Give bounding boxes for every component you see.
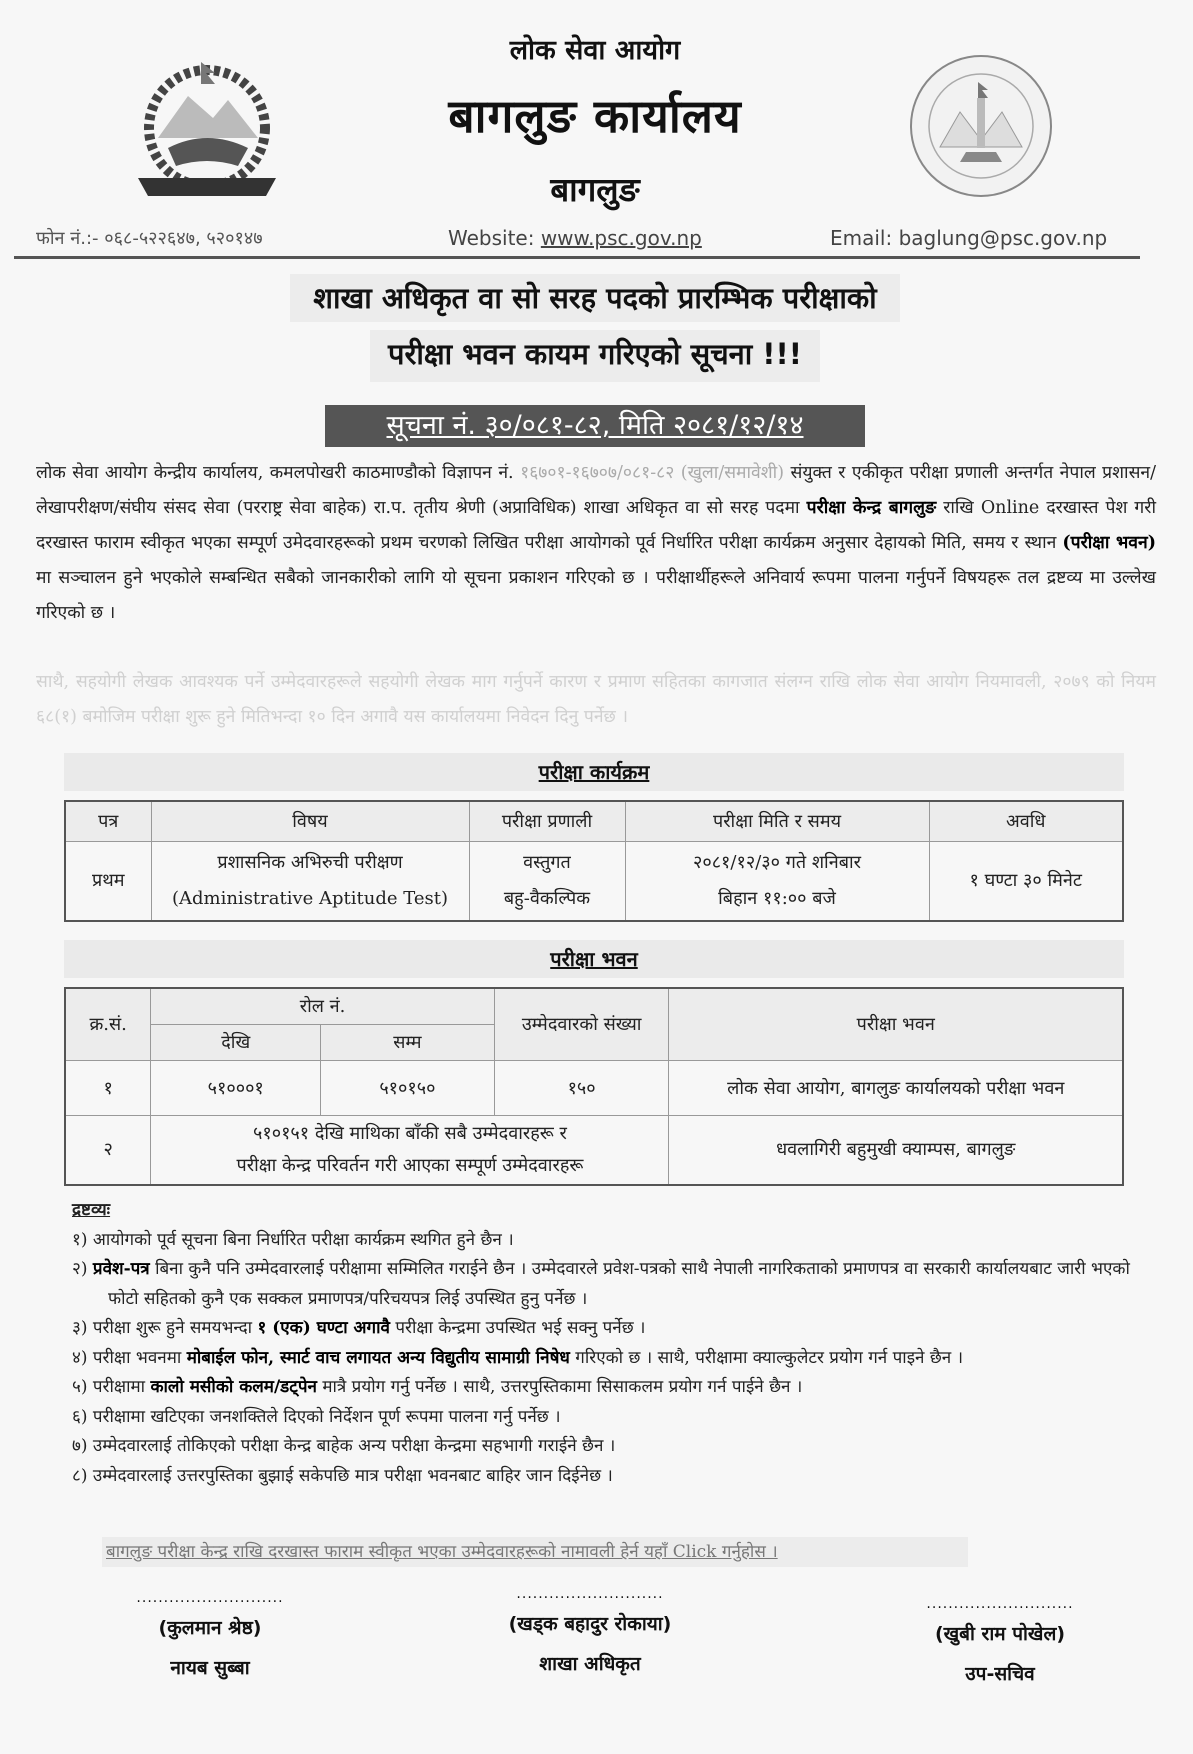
phone-number: फोन नं.:- ०६८-५२२६४७, ५२०१४७ (36, 228, 263, 249)
para-text: संयुक्त र एकीकृत परीक्षा प्रणाली अन्तर्गत नेपाल प्रशासन/लेखापरीक्षण/संघीय संसद सेवा (परराष्ट्र सेवा बाहेक) रा.प. तृतीय श्रेणी (अप्राविधिक) शाखा अधिकृत वा सो सरह पदमा (36, 463, 1157, 518)
signatory-role: उप-सचिव (965, 1663, 1035, 1685)
col-to: सम्म (321, 1024, 495, 1060)
note-text: ५) परीक्षामा (72, 1377, 151, 1397)
signatory-name: (खड्क बहादुर रोकाया) (508, 1613, 672, 1635)
office-location: बागलुङ (550, 170, 640, 209)
para-bold-exam-center: परीक्षा केन्द्र बागलुङ (806, 498, 937, 518)
col-subject: विषय (151, 801, 469, 841)
note-text: २) (72, 1259, 93, 1279)
note-item (72, 1255, 1162, 1314)
schedule-header-row (65, 801, 1123, 841)
note-bold: कालो मसीको कलम/डट्पेन (150, 1377, 317, 1397)
notes-heading: द्रष्टव्यः (72, 1200, 111, 1220)
note-item (72, 1314, 1162, 1344)
signature-line: ........................... (926, 1596, 1074, 1612)
email-address[interactable]: Email: baglung@psc.gov.np (830, 226, 1108, 250)
venue-cell: धवलागिरी बहुमुखी क्याम्पस, बागलुङ (669, 1115, 1123, 1185)
table-row (65, 841, 1123, 921)
para-text: लोक सेवा आयोग केन्द्रीय कार्यालय, कमलपोखरी काठमाण्डौको विज्ञापन नं. (36, 463, 521, 483)
venue-cell: लोक सेवा आयोग, बागलुङ कार्यालयको परीक्षा भवन (669, 1060, 1123, 1115)
note-text: परीक्षा केन्द्रमा उपस्थित भई सक्नु पर्नेछ । (389, 1318, 646, 1338)
venue-header-row (65, 988, 1123, 1024)
psc-logo-icon (900, 52, 1062, 200)
signature-block (90, 1590, 330, 1680)
note-item (72, 1403, 1162, 1433)
method-2: बहु-वैकल्पिक (503, 887, 591, 909)
signature-line: ........................... (516, 1586, 664, 1602)
note-text: १) आयोगको पूर्व सूचना बिना निर्धारित परीक्षा कार्यक्रम स्थगित हुने छैन । (72, 1229, 514, 1250)
subject-np: प्रशासनिक अभिरुची परीक्षण (217, 851, 403, 873)
roll-from-cell: ५१०००१ (151, 1060, 321, 1115)
signature-block (470, 1586, 710, 1676)
notice-title-line2: परीक्षा भवन कायम गरिएको सूचना !!! (370, 330, 820, 382)
count-cell: १५० (494, 1060, 669, 1115)
roll-to-cell: ५१०१५० (321, 1060, 495, 1115)
col-count: उम्मेदवारको संख्या (494, 988, 669, 1060)
assistant-writer-paragraph: साथै, सहयोगी लेखक आवश्यक पर्ने उम्मेदवारहरूले सहयोगी लेखक माग गर्नुपर्ने कारण र प्रमाण सहितका कागजात संलग्न राखि लोक सेवा आयोग नियमावली, २०७९ को नियम ६८(१) बमोजिम परीक्षा शुरू हुने मितिभन्दा १० दिन अगावै यस कार्यालयमा निवेदन दिनु पर्नेछ । (36, 672, 1156, 727)
nepal-emblem-icon (118, 58, 296, 206)
notice-body-paragraph (36, 456, 1156, 631)
notes-section (72, 1196, 1162, 1491)
range-line1: ५१०१५१ देखि माथिका बाँकी सबै उम्मेदवारहरू र (252, 1122, 567, 1144)
exam-time: बिहान ११:०० बजे (718, 887, 836, 909)
range-line2: परीक्षा केन्द्र परिवर्तन गरी आएका सम्पूर्ण उम्मेदवारहरू (236, 1154, 584, 1176)
office-name: बागलुङ कार्यालय (448, 89, 742, 143)
table-row (65, 1115, 1123, 1185)
schedule-table (64, 800, 1124, 922)
note-text: बिना कुनै पनि उम्मेदवारलाई परीक्षामा सम्मिलित गराईने छैन । उम्मेदवारले प्रवेश-पत्रको साथै नेपाली नागरिकताको प्रमाणपत्र वा सरकारी कार्यालयबाट जारी भएको फोटो सहितको कुनै एक सक्कल प्रमाणपत्र/परिचयपत्र लिई उपस्थित हुनु पर्नेछ । (108, 1259, 1130, 1309)
advertisement-number: १६७०१-१६७०७/०८१-८२ (खुला/समावेशी) (520, 463, 785, 483)
candidate-list-link[interactable]: बागलुङ परीक्षा केन्द्र राखि दरखास्त फाराम स्वीकृत भएका उम्मेदवारहरूको नामावली हेर्न यहाँ Click गर्नुहोस । (102, 1537, 968, 1567)
roll-range-cell (151, 1115, 669, 1185)
exam-date: २०८१/१२/३० गते शनिबार (692, 851, 862, 873)
subject-cell (151, 841, 469, 921)
duration-cell: १ घण्टा ३० मिनेट (929, 841, 1123, 921)
note-bold: प्रवेश-पत्र (92, 1259, 150, 1279)
schedule-heading (64, 753, 1124, 791)
note-text: ४) परीक्षा भवनमा (72, 1347, 187, 1368)
col-duration: अवधि (929, 801, 1123, 841)
signatory-role: नायब सुब्बा (170, 1657, 250, 1679)
note-text: ६) परीक्षामा खटिएका जनशक्तिले दिएको निर्देशन पूर्ण रूपमा पालना गर्नु पर्नेछ । (72, 1406, 561, 1427)
note-item (72, 1373, 1162, 1403)
venue-heading (64, 940, 1124, 978)
note-text: ८) उम्मेदवारलाई उत्तरपुस्तिका बुझाई सकेपछि मात्र परीक्षा भवनबाट बाहिर जान दिईनेछ । (72, 1465, 613, 1486)
note-item (72, 1462, 1162, 1492)
col-roll: रोल नं. (151, 988, 494, 1024)
note-item (72, 1344, 1162, 1374)
signatory-name: (खुबी राम पोखेल) (934, 1623, 1066, 1645)
col-method: परीक्षा प्रणाली (469, 801, 625, 841)
col-sn: क्र.सं. (65, 988, 151, 1060)
sn-cell: १ (65, 1060, 151, 1115)
method-1: वस्तुगत (523, 851, 571, 873)
signature-line: ........................... (136, 1590, 284, 1606)
paper-cell: प्रथम (65, 841, 151, 921)
notice-number: सूचना नं. ३०/०८१-८२, मिति २०८१/१२/१४ (325, 405, 865, 447)
method-cell (469, 841, 625, 921)
sn-cell: २ (65, 1115, 151, 1185)
signature-block (880, 1596, 1120, 1686)
website-line (448, 226, 702, 250)
note-item (72, 1432, 1162, 1462)
note-bold: मोबाईल फोन, स्मार्ट वाच लगायत अन्य विद्युतीय सामाग्री निषेध (186, 1347, 570, 1368)
note-text: गरिएको छ । साथै, परीक्षामा क्याल्कुलेटर प्रयोग गर्न पाइने छैन । (569, 1347, 964, 1368)
col-from: देखि (151, 1024, 321, 1060)
venue-table (64, 987, 1124, 1186)
para-bold-exam-hall: (परीक्षा भवन) (1062, 533, 1156, 553)
para-text: राखि Online दरखास्त पेश गरी दरखास्त फाराम स्वीकृत भएका सम्पूर्ण उमेदवारहरूको प्रथम चरणको लिखित परीक्षा आयोगको पूर्व निर्धारित परीक्षा कार्यक्रम अनुसार देहायको मिति, समय र स्थान (36, 498, 1156, 553)
website-link[interactable]: www.psc.gov.np (540, 226, 702, 250)
note-text: ३) परीक्षा शुरू हुने समयभन्दा (72, 1318, 258, 1338)
col-paper: पत्र (65, 801, 151, 841)
signatory-name: (कुलमान श्रेष्ठ) (158, 1617, 262, 1639)
para-text: मा सञ्चालन हुने भएकोले सम्बन्धित सबैको जानकारीको लागि यो सूचना प्रकाशन गरिएको छ । परीक्षार्थीहरूले अनिवार्य रूपमा पालना गर्नुपर्ने विषयहरू तल द्रष्टव्य मा उल्लेख गरिएको छ । (36, 568, 1156, 623)
website-label: Website: (448, 226, 541, 250)
table-row (65, 1060, 1123, 1115)
venue-heading-text: परीक्षा भवन (550, 947, 638, 971)
date-time-cell (625, 841, 929, 921)
notice-title-line1: शाखा अधिकृत वा सो सरह पदको प्रारम्भिक परीक्षाको (290, 274, 900, 322)
header-divider (14, 256, 1140, 259)
schedule-heading-text: परीक्षा कार्यक्रम (538, 760, 650, 784)
note-text: मात्रै प्रयोग गर्नु पर्नेछ । साथै, उत्तरपुस्तिकामा सिसाकलम प्रयोग गर्न पाईने छैन । (316, 1377, 803, 1397)
note-item (72, 1226, 1162, 1256)
note-bold: १ (एक) घण्टा अगावै (257, 1318, 390, 1338)
col-date-time: परीक्षा मिति र समय (625, 801, 929, 841)
signatory-role: शाखा अधिकृत (539, 1653, 641, 1675)
subject-en: (Administrative Aptitude Test) (171, 887, 449, 909)
col-venue: परीक्षा भवन (669, 988, 1123, 1060)
note-text: ७) उम्मेदवारलाई तोकिएको परीक्षा केन्द्र बाहेक अन्य परीक्षा केन्द्रमा सहभागी गराईने छैन । (72, 1436, 616, 1456)
org-name: लोक सेवा आयोग (509, 35, 681, 66)
